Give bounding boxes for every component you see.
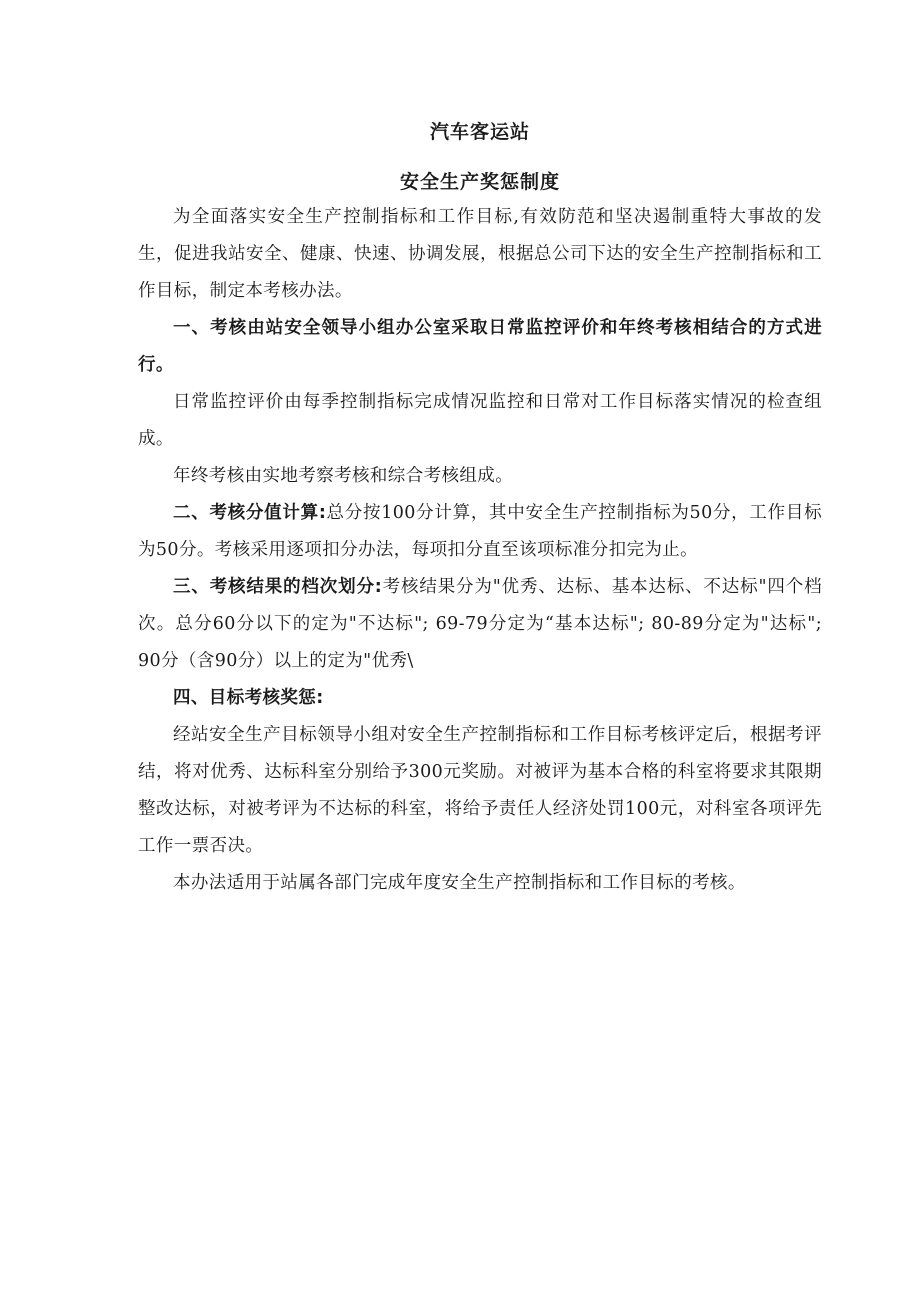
section1-paragraph1: 日常监控评价由每季控制指标完成情况监控和日常对工作目标落实情况的检查组成。 (138, 392, 822, 449)
section2-text: 总分按100分计算，其中安全生产控制指标为50分，工作目标为50分。考核采用逐项扣分办法，每项扣分直至该项标准分扣完为止。 (138, 503, 822, 560)
section1-paragraph2: 年终考核由实地考察考核和综合考核组成。 (173, 466, 514, 486)
section2-heading: 二、考核分值计算: (173, 503, 327, 523)
document-page (138, 112, 822, 902)
section3-heading: 三、考核结果的档次划分: (173, 577, 383, 597)
document-title-line1: 汽车客运站 (429, 121, 530, 143)
section4-paragraph1: 经站安全生产目标领导小组对安全生产控制指标和工作目标考核评定后，根据考评结，将对优秀、达标科室分别给予300元奖励。对被评为基本合格的科室将要求其限期整改达标，对被考评为不达标的科室，将给予责任人经济处罚100元，对科室各项评先工作一票否决。 (138, 725, 822, 856)
section2-paragraph (138, 495, 822, 569)
section4-paragraph2: 本办法适用于站属各部门完成年度安全生产控制指标和工作目标的考核。 (173, 873, 746, 893)
document-title-line2: 安全生产奖惩制度 (399, 171, 560, 193)
intro-paragraph: 为全面落实安全生产控制指标和工作目标,有效防范和坚决遏制重特大事故的发生，促进我站安全、健康、快速、协调发展，根据总公司下达的安全生产控制指标和工作目标，制定本考核办法。 (138, 207, 822, 301)
section1-heading: 一、考核由站安全领导小组办公室采取日常监控评价和年终考核相结合的方式进行。 (138, 318, 822, 375)
section3-paragraph (138, 569, 822, 680)
section4-heading: 四、目标考核奖惩: (173, 688, 324, 708)
section3-text: 考核结果分为"优秀、达标、基本达标、不达标"四个档次。总分60分以下的定为"不达标"; 69-79分定为“基本达标"; 80-89分定为"达标"; 90分（含90分）以上的定为"优秀\ (138, 577, 822, 671)
